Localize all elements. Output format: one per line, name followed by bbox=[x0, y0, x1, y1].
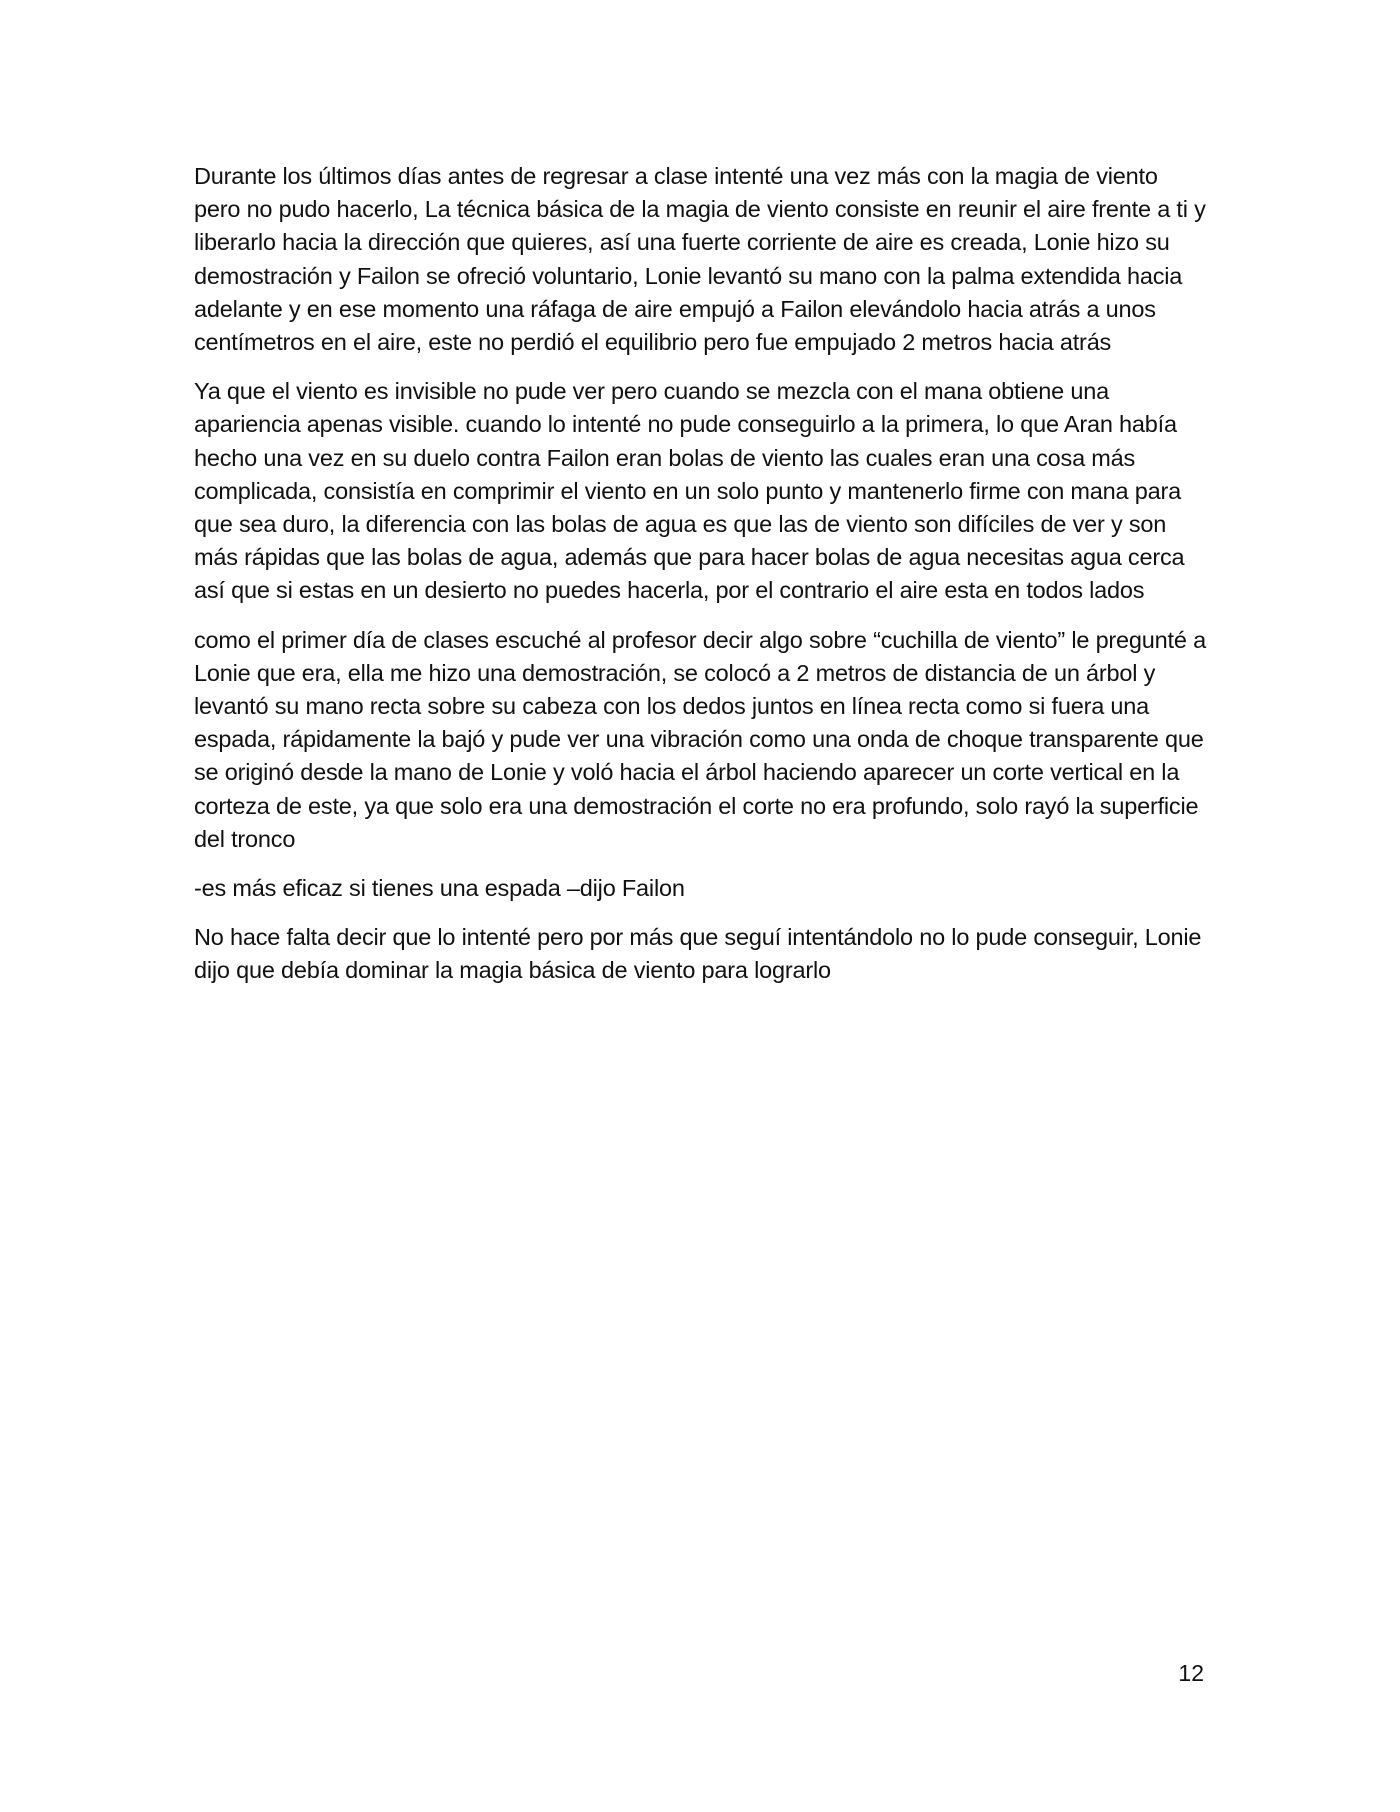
paragraph-3: como el primer día de clases escuché al profesor decir algo sobre “cuchilla de viento” le pregunté a Lonie que era, ella me hizo una demostración, se colocó a 2 metros de distancia de un árbol y levantó su mano recta sobre su cabeza con los dedos juntos en línea recta como si fuera una espada, rápidamente la bajó y pude ver una vibración como una onda de choque transparente que se originó desde la mano de Lonie y voló hacia el árbol haciendo aparecer un corte vertical en la corteza de este, ya que solo era una demostración el corte no era profundo, solo rayó la superficie del tronco bbox=[194, 626, 1206, 852]
paragraph-4-dialogue: -es más eficaz si tienes una espada –dijo Failon bbox=[194, 875, 685, 902]
paragraph-5: No hace falta decir que lo intenté pero por más que seguí intentándolo no lo pude conseguir, Lonie dijo que debía dominar la magia básica de viento para lograrlo bbox=[194, 924, 1202, 984]
body-text bbox=[194, 160, 1206, 1004]
paragraph-1: Durante los últimos días antes de regresar a clase intenté una vez más con la magia de viento pero no pudo hacerlo, La técnica básica de la magia de viento consiste en reunir el aire frente a ti y liberarlo hacia la dirección que quieres, así una fuerte corriente de aire es creada, Lonie hizo su demostración y Failon se ofreció voluntario, Lonie levantó su mano con la palma extendida hacia adelante y en ese momento una ráfaga de aire empujó a Failon elevándolo hacia atrás a unos centímetros en el aire, este no perdió el equilibrio pero fue empujado 2 metros hacia atrás bbox=[194, 163, 1206, 356]
page-number: 12 bbox=[1178, 1660, 1204, 1686]
paragraph-2: Ya que el viento es invisible no pude ver pero cuando se mezcla con el mana obtiene una apariencia apenas visible. cuando lo intenté no pude conseguirlo a la primera, lo que Aran había hecho una vez en su duelo contra Failon eran bolas de viento las cuales eran una cosa más complicada, consistía en comprimir el viento en un solo punto y mantenerlo firme con mana para que sea duro, la diferencia con las bolas de agua es que las de viento son difíciles de ver y son más rápidas que las bolas de agua, además que para hacer bolas de agua necesitas agua cerca así que si estas en un desierto no puedes hacerla, por el contrario el aire esta en todos lados bbox=[194, 378, 1185, 604]
